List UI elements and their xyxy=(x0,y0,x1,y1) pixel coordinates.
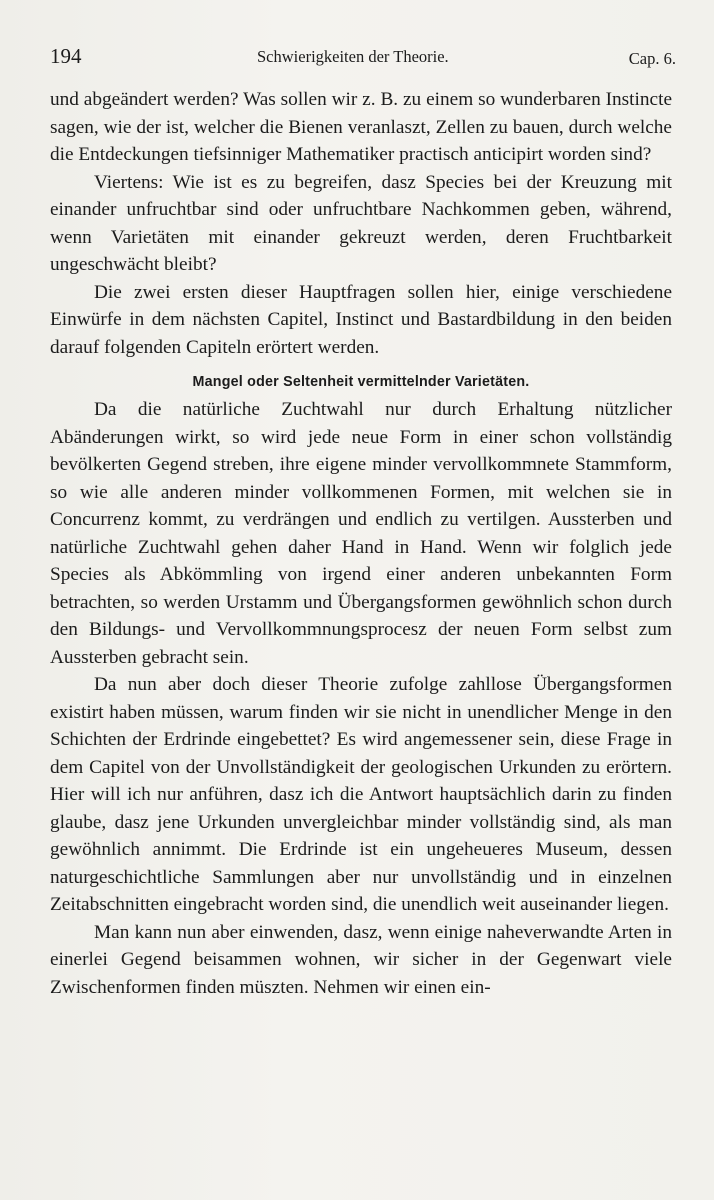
body-text xyxy=(50,86,672,1001)
running-title: Schwierigkeiten der Theorie. xyxy=(257,47,449,66)
running-head xyxy=(50,44,676,72)
paragraph-uebergangsformen: Da nun aber doch dieser Theorie zufolge zahllose Übergangsformen existirt haben müssen, warum finden wir sie nicht in unendlicher Menge in den Schichten der Erdrinde eingebettet? Es wird angemessener sein, diese Frage in dem Capitel von der Unvollständigkeit der geologischen Urkunden zu erörtern. Hier will ich nur anführen, dasz ich die Antwort hauptsächlich darin zu finden glaube, dasz jene Urkunden unvergleichbar minder vollständig sind, als man gewöhnlich annimmt. Die Erdrinde ist ein ungeheueres Museum, dessen naturgeschichtliche Sammlungen aber nur unvollständig und in einzelnen Zeitabschnitten eingebracht worden sind, die unendlich weit auseinander liegen. xyxy=(50,674,672,915)
section-heading: Mangel oder Seltenheit vermittelnder Varietäten. xyxy=(192,374,530,390)
paragraph-natuerliche-zuchtwahl: Da die natürliche Zuchtwahl nur durch Erhaltung nützlicher Abänderungen wirkt, so wird jede neue Form in einer schon vollständig bevölkerten Gegend streben, ihre eigene minder vervollkommnete Stammform, so wie alle anderen minder vollkommenen Formen, mit welchen sie in Concurrenz kommt, zu verdrängen und endlich zu vertilgen. Aussterben und natürliche Zuchtwahl gehen daher Hand in Hand. Wenn wir folglich jede Species als Abkömmling von irgend einer anderen unbekannten Form betrachten, so werden Urstamm und Übergangsformen gewöhnlich schon durch den Bildungs- und Vervollkommnungsprocesz der neuen Form selbst zum Aussterben gebracht sein. xyxy=(50,399,672,668)
paragraph-continuation: und abgeändert werden? Was sollen wir z. B. zu einem so wunderbaren Instincte sagen, wie der ist, welcher die Bienen veranlaszt, Zellen zu bauen, durch welche die Entdeckungen tiefsinniger Mathematiker practisch anticipirt worden sind? xyxy=(50,89,672,165)
chapter-reference: Cap. 6. xyxy=(628,49,676,68)
paragraph-viertens: Viertens: Wie ist es zu begreifen, dasz Species bei der Kreuzung mit einander unfruchtbar sind oder unfruchtbare Nachkommen geben, während, wenn Varietäten mit einander gekreuzt werden, deren Fruchtbarkeit ungeschwächt bleibt? xyxy=(50,171,672,275)
paragraph-hauptfragen: Die zwei ersten dieser Hauptfragen sollen hier, einige verschiedene Einwürfe in dem nächsten Capitel, Instinct und Bastardbildung in den beiden darauf folgenden Capiteln erörtert werden. xyxy=(50,281,672,358)
paragraph-einwand: Man kann nun aber einwenden, dasz, wenn einige naheverwandte Arten in einerlei Gegend beisammen wohnen, wir sicher in der Gegenwart viele Zwischenformen finden müszten. Nehmen wir einen ein- xyxy=(50,921,672,998)
page-number: 194 xyxy=(50,44,82,68)
